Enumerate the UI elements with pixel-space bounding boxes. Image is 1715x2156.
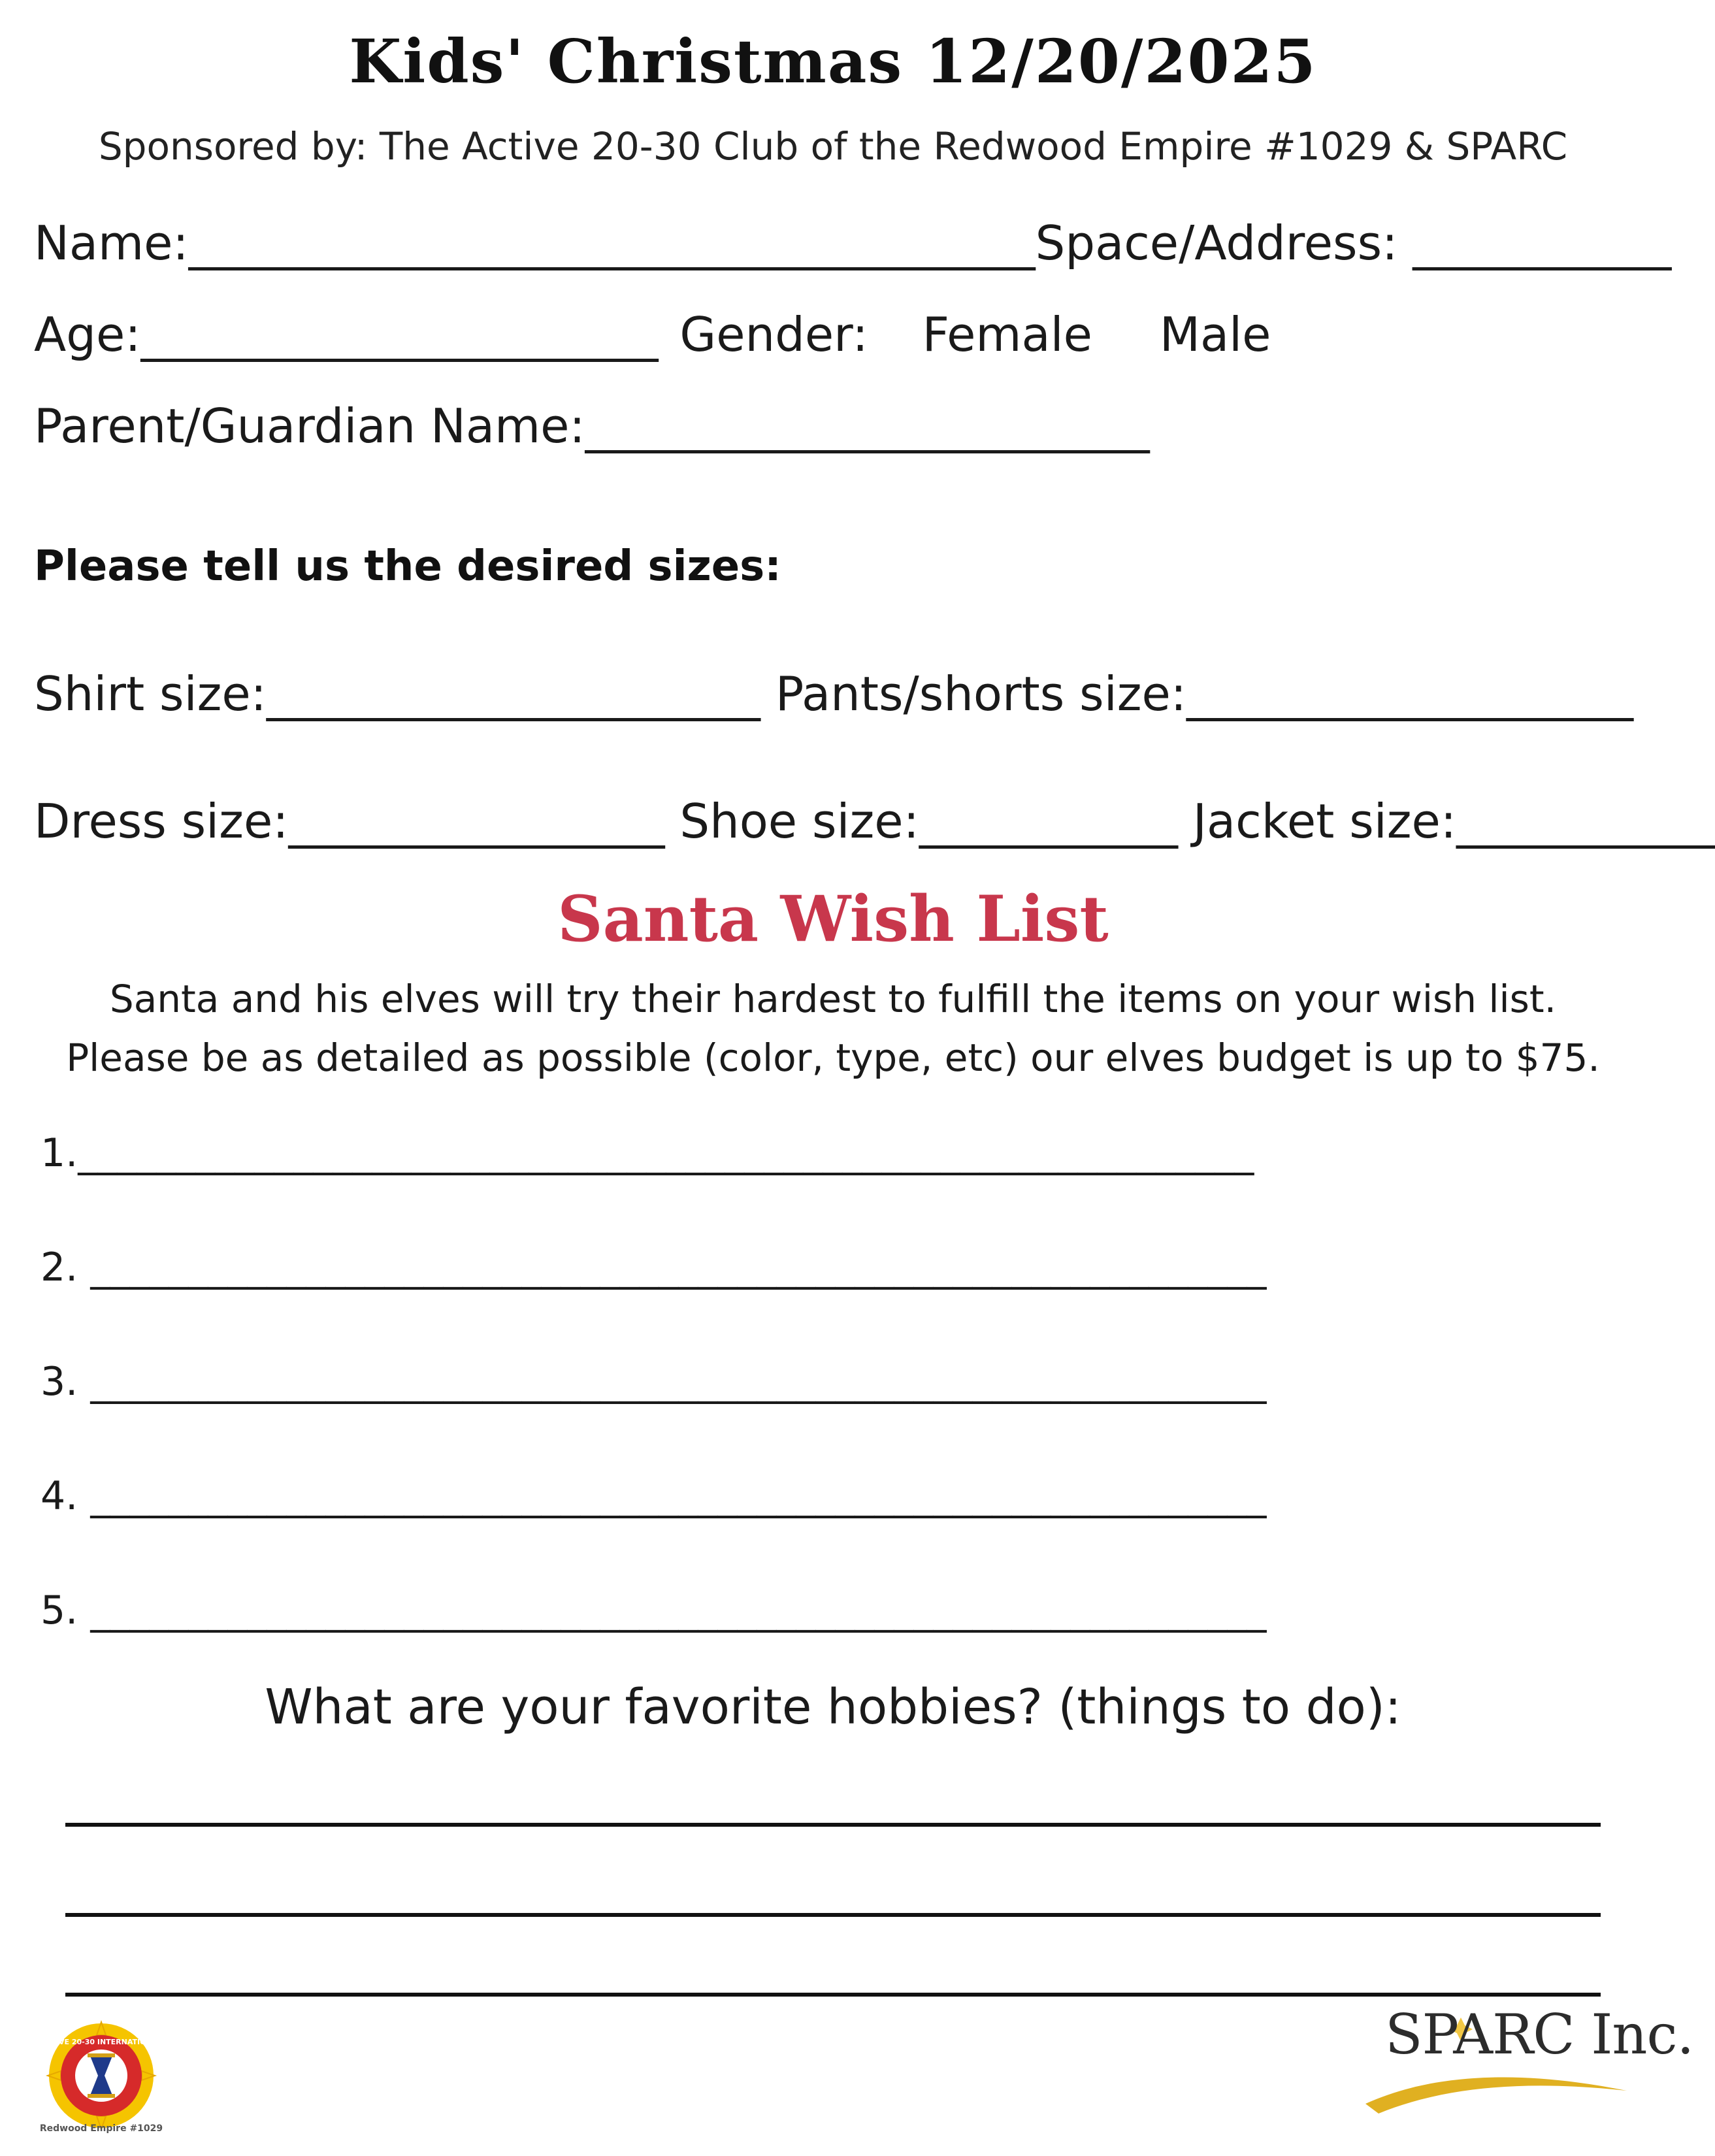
age-label: Age:	[34, 307, 141, 362]
gender-label: Gender:	[679, 307, 868, 362]
pants-size-label: Pants/shorts size:	[775, 666, 1187, 721]
sparc-logo-text: SPARC Inc.	[1385, 2002, 1694, 2066]
sizes-heading: Please tell us the desired sizes:	[34, 542, 781, 591]
wish-item-5[interactable]: 5. ____________________________________________________________	[41, 1588, 1267, 1633]
pants-size-field[interactable]: ___________________	[1186, 666, 1634, 721]
age-gender-row	[34, 307, 1271, 362]
dress-size-label: Dress size:	[34, 794, 289, 849]
name-label: Name:	[34, 216, 189, 270]
jacket-size-label: Jacket size:	[1192, 794, 1457, 849]
club-logo-text: ACTIVE 20-30 INTERNATIONAL	[40, 2038, 163, 2046]
parent-row	[34, 399, 1150, 453]
parent-guardian-label: Parent/Guardian Name:	[34, 399, 585, 453]
gender-male-option[interactable]: Male	[1159, 307, 1271, 362]
shirt-pants-row	[34, 666, 1633, 721]
name-field[interactable]: ____________________________________	[188, 216, 1036, 270]
hobbies-line-1[interactable]	[65, 1823, 1601, 1827]
club-caption: Redwood Empire #1029	[39, 2123, 163, 2134]
hobbies-question: What are your favorite hobbies? (things to do):	[265, 1679, 1401, 1735]
shirt-size-field[interactable]: _____________________	[266, 666, 760, 721]
space-address-field[interactable]: ___________	[1413, 216, 1672, 270]
shirt-size-label: Shirt size:	[34, 666, 267, 721]
space-address-label: Space/Address:	[1035, 216, 1413, 270]
wish-list-intro-line1: Santa and his elves will try their hardest to fulfill the items on your wish list.	[109, 977, 1557, 1021]
wish-item-3[interactable]: 3. ____________________________________________________________	[41, 1359, 1267, 1405]
shoe-size-label: Shoe size:	[679, 794, 919, 849]
jacket-size-field[interactable]: ___________	[1456, 794, 1715, 849]
dress-shoe-jacket-row	[34, 794, 1715, 849]
wish-item-2[interactable]: 2. ____________________________________________________________	[41, 1245, 1267, 1290]
name-row	[34, 216, 1671, 270]
parent-guardian-field[interactable]: ________________________	[585, 399, 1150, 453]
wish-list-title: Santa Wish List	[557, 882, 1109, 956]
age-field[interactable]: ______________________	[140, 307, 659, 362]
wish-item-4[interactable]: 4. ____________________________________________________________	[41, 1473, 1267, 1519]
active-20-30-logo	[40, 2022, 163, 2130]
page-title: Kids' Christmas 12/20/2025	[349, 26, 1317, 97]
dress-size-field[interactable]: ________________	[288, 794, 665, 849]
sponsor-line: Sponsored by: The Active 20-30 Club of the Redwood Empire #1029 & SPARC	[98, 124, 1568, 169]
hobbies-line-2[interactable]	[65, 1913, 1601, 1917]
wish-item-1[interactable]: 1.____________________________________________________________	[41, 1130, 1254, 1176]
gender-female-option[interactable]: Female	[922, 307, 1092, 362]
shoe-size-field[interactable]: ___________	[919, 794, 1178, 849]
wish-list-intro-line2: Please be as detailed as possible (color, type, etc) our elves budget is up to $75.	[66, 1036, 1600, 1080]
hobbies-line-3[interactable]	[65, 1993, 1601, 1997]
